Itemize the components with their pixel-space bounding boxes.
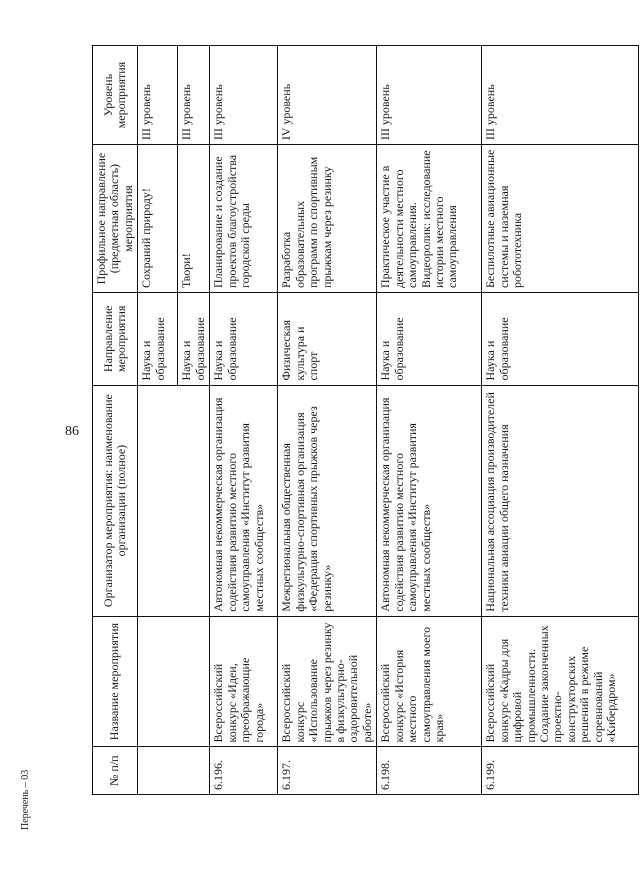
cell-direction: Наука и образование: [377, 293, 482, 385]
cell-organizer: [138, 385, 210, 616]
table-row: [482, 46, 639, 795]
cell-level: III уровень: [210, 46, 278, 145]
cell-name: Всероссийский конкурс «Использование прыжков через резинку в физкультурно-оздоровительной работе»: [278, 616, 377, 747]
header-name: Название мероприятия: [93, 616, 138, 747]
document-table: [92, 45, 619, 795]
cell-name: Всероссийский конкурс «Идеи, преображающие города»: [210, 616, 278, 747]
cell-level: III уровень: [138, 46, 178, 145]
header-direction: Направление мероприятия: [93, 293, 138, 385]
header-num: № п/п: [93, 747, 138, 795]
table-row: [278, 46, 377, 795]
cell-direction: Физическая культура и спорт: [278, 293, 377, 385]
table-header-row: [93, 46, 138, 795]
cell-name: Всероссийский конкурс «История местного самоуправления моего края»: [377, 616, 482, 747]
cell-num: 6.196.: [210, 747, 278, 795]
cell-name: [138, 616, 210, 747]
cell-level: III уровень: [377, 46, 482, 145]
table-row: [210, 46, 278, 795]
cell-num: 6.199.: [482, 747, 639, 795]
table-row: [138, 46, 178, 795]
cell-profile: Разработка образовательных программ по спортивным прыжкам через резинку: [278, 145, 377, 293]
cell-direction: Наука и образование: [178, 293, 210, 385]
cell-level: III уровень: [178, 46, 210, 145]
cell-direction: Наука и образование: [138, 293, 178, 385]
header-level: Уровень мероприятия: [93, 46, 138, 145]
cell-profile: Сохраний природу!: [138, 145, 178, 293]
cell-num: 6.198.: [377, 747, 482, 795]
cell-organizer: Автономная некоммерческая организация содействия развитию местного самоуправления «Институт развития местных сообществ»: [210, 385, 278, 616]
cell-num: 6.197.: [278, 747, 377, 795]
header-profile: Профильное направление (предметная область) мероприятия: [93, 145, 138, 293]
footer-note: Перечень – 03: [20, 769, 31, 830]
table-row: [377, 46, 482, 795]
cell-organizer: Национальная ассоциация производителей техники авиации общего назначения: [482, 385, 639, 616]
page-number: 86: [65, 424, 79, 439]
cell-direction: Наука и образование: [210, 293, 278, 385]
cell-name: Всероссийский конкурс «Кадры для цифровой промышленности. Создание законченных проектно-конструкторских решений в режиме соревнований «Кибердром»: [482, 616, 639, 747]
header-organizer: Организатор мероприятия: наименование организации (полное): [93, 385, 138, 616]
cell-profile: Планирование и создание проектов благоустройства городской среды: [210, 145, 278, 293]
cell-profile: Практическое участие в деятельности местного самоуправления. Видеоролик: исследование истории местного самоуправления: [377, 145, 482, 293]
cell-direction: Наука и образование: [482, 293, 639, 385]
cell-organizer: Автономная некоммерческая организация содействия развитию местного самоуправления «Институт развития местных сообществ»: [377, 385, 482, 616]
cell-level: IV уровень: [278, 46, 377, 145]
cell-profile: Твори!: [178, 145, 210, 293]
cell-num: [138, 747, 210, 795]
cell-profile: Беспилотные авиационные системы и наземная робототехника: [482, 145, 639, 293]
cell-organizer: Межрегиональная общественная физкультурно-спортивная организация «Федерация спортивных прыжков через резинку»: [278, 385, 377, 616]
cell-level: III уровень: [482, 46, 639, 145]
